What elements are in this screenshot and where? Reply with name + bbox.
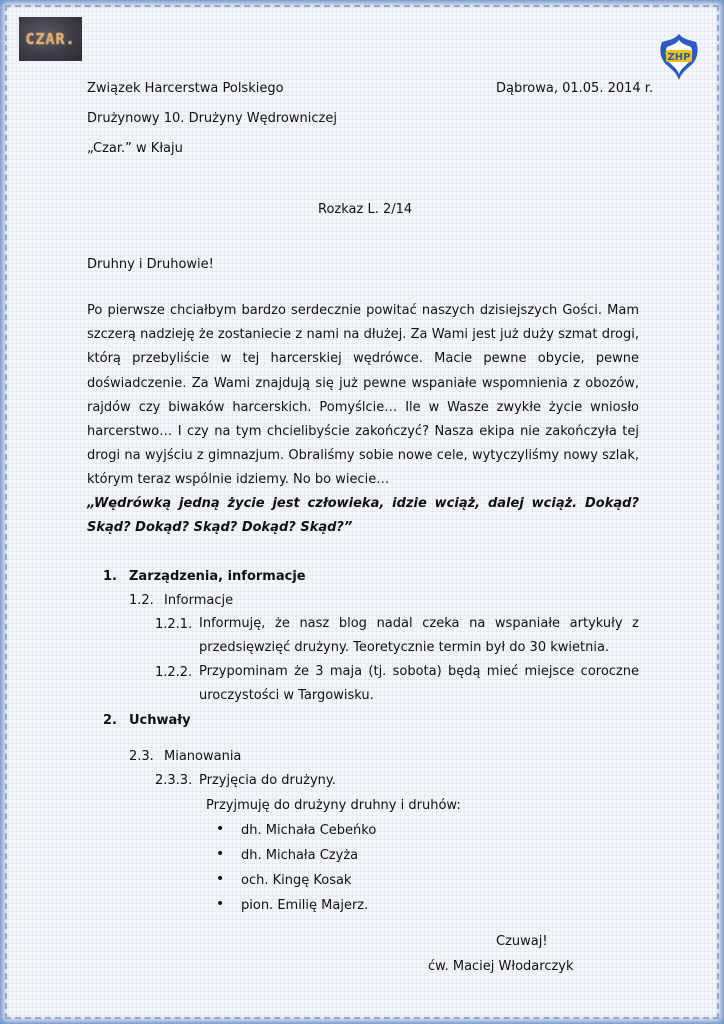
czar-logo xyxy=(19,17,82,61)
bullet-icon: • xyxy=(216,821,225,837)
section-2-3-title: Mianowania xyxy=(164,749,242,764)
closing-greeting: Czuwaj! xyxy=(496,934,548,949)
order-title: Rozkaz L. 2/14 xyxy=(318,202,413,217)
section-2-3-3-number: 2.3.3. xyxy=(155,773,193,788)
intro-paragraph: Po pierwsze chciałbym bardzo serdecznie powitać naszych dzisiejszych Gości. Mam szczerą nadzieję że zostaniecie z nami na dłużej. Za Wami jest już duży szmat drogi, którą przebyliście w tej harcerskiej wędrówce. Macie pewne obycie, pewne doświadczenie. Za Wami znajdują się już pewne wspaniałe wspomnienia z obozów, rajdów czy biwaków harcerskich. Pomyślcie… Ile w Wasze zwykłe życie wniosło harcerstwo… I czy na tym chcielibyście zakończyć? Nasza ekipa nie zakończyła tej drogi na wyjściu z gimnazjum. Obraliśmy sobie nowe cele, wytyczyliśmy nowy szlak, którym teraz wspólnie idziemy. No bo wiecie… xyxy=(87,303,639,488)
quote-paragraph: „Wędrówką jedną życie jest człowieka, idzie wciąż, dalej wciąż. Dokąd? Skąd? Dokąd? Skąd? Dokąd? Skąd?” xyxy=(87,496,639,535)
member-item: dh. Michała Cebeńko xyxy=(241,823,377,838)
bullet-icon: • xyxy=(216,846,225,862)
section-1-2-2-number: 1.2.2. xyxy=(155,665,193,680)
admit-intro: Przyjmuję do drużyny druhny i druhów: xyxy=(206,798,461,813)
member-item: pion. Emilię Majerz. xyxy=(241,898,369,913)
bullet-icon: • xyxy=(216,871,225,887)
section-1-2-1-text: Informuję, że nasz blog nadal czeka na wspaniałe artykuły z przedsięwzięć drużyny. Teoretycznie termin był do 30 kwietnia. xyxy=(199,616,639,655)
czar-logo-text: CZAR. xyxy=(25,30,76,48)
section-2-number: 2. xyxy=(103,713,117,728)
place-date: Dąbrowa, 01.05. 2014 r. xyxy=(496,81,654,96)
team-name: „Czar.” w Kłaju xyxy=(87,141,183,156)
org-name: Związek Harcerstwa Polskiego xyxy=(87,81,284,96)
zhp-logo-text: ZHP xyxy=(667,52,691,63)
zhp-lily-logo xyxy=(656,32,702,82)
member-item: dh. Michała Czyża xyxy=(241,848,359,863)
signature: ćw. Maciej Włodarczyk xyxy=(428,959,574,974)
section-1-2-title: Informacje xyxy=(164,593,234,608)
section-2-title: Uchwały xyxy=(129,713,191,728)
section-1-2-1-number: 1.2.1. xyxy=(155,617,193,632)
bullet-icon: • xyxy=(216,896,225,912)
section-1-2-number: 1.2. xyxy=(129,593,154,608)
section-2-3-3-title: Przyjęcia do drużyny. xyxy=(199,773,336,788)
section-1-number: 1. xyxy=(103,569,117,584)
section-1-2-2-text: Przypominam że 3 maja (tj. sobota) będą mieć miejsce coroczne uroczystości w Targowisku. xyxy=(199,664,639,703)
section-1-title: Zarządzenia, informacje xyxy=(129,569,306,584)
member-item: och. Kingę Kosak xyxy=(241,873,352,888)
section-2-3-number: 2.3. xyxy=(129,749,154,764)
issuer-line: Drużynowy 10. Drużyny Wędrowniczej xyxy=(87,111,337,126)
greeting: Druhny i Druhowie! xyxy=(87,257,214,272)
